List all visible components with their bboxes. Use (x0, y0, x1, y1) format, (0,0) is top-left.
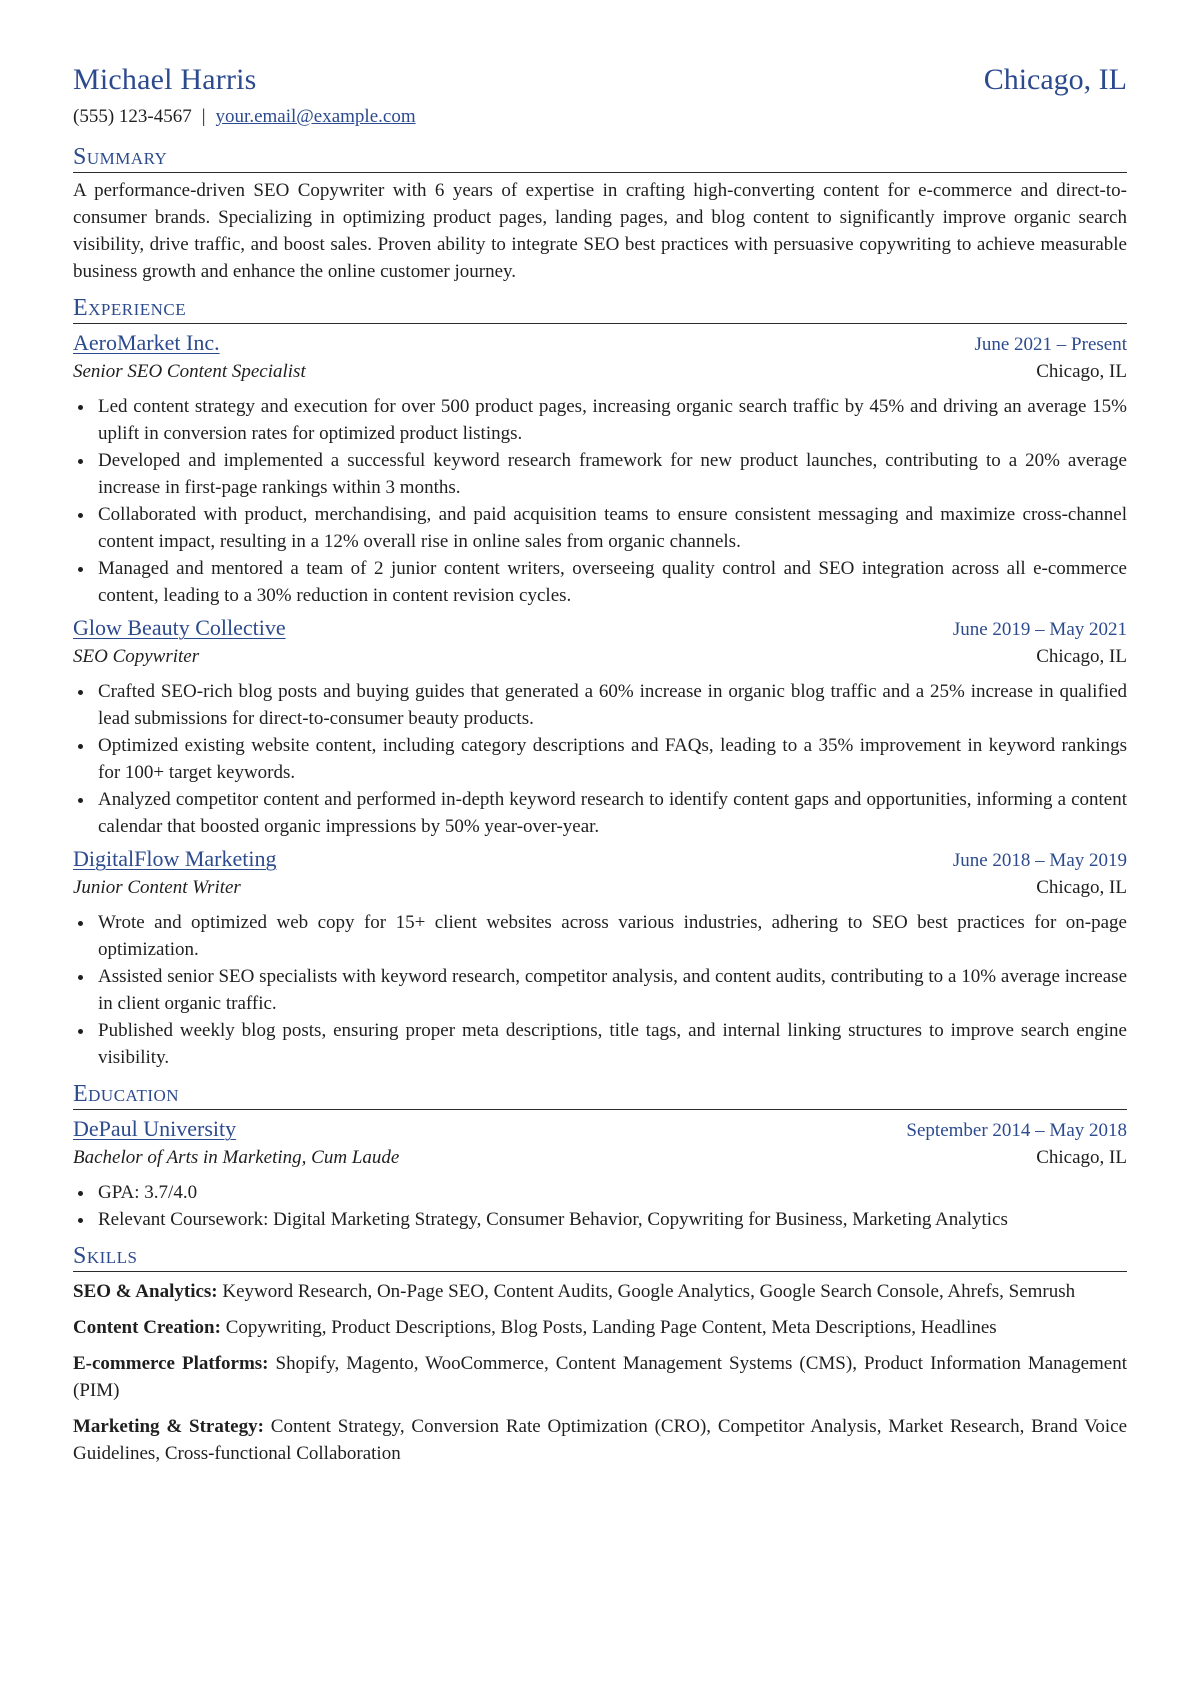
contact-separator: | (201, 106, 206, 127)
list-item: GPA: 3.7/4.0 (73, 1179, 1127, 1206)
skill-group (73, 1350, 1127, 1404)
resume-page (73, 60, 1127, 1467)
degree: Bachelor of Arts in Marketing, Cum Laude (73, 1147, 400, 1168)
job-location: Chicago, IL (1036, 361, 1127, 382)
summary-text: A performance-driven SEO Copywriter with 6 years of expertise in crafting high-converting content for e-commerce and direct-to-consumer brands. Specializing in optimizing product pages, landing pages, and blog content to significantly improve organic search visibility, drive traffic, and boost sales. Proven ability to integrate SEO best practices with persuasive copywriting to achieve measurable business growth and enhance the online customer journey. (73, 180, 1127, 282)
job-title: Junior Content Writer (73, 877, 241, 898)
job-location: Chicago, IL (1036, 877, 1127, 898)
experience-entry (73, 844, 1127, 1071)
skill-label: Marketing & Strategy: (73, 1416, 264, 1437)
bullet-list (73, 909, 1127, 1071)
company-link[interactable]: DigitalFlow Marketing (73, 846, 277, 871)
company-link[interactable]: Glow Beauty Collective (73, 615, 286, 640)
candidate-location: Chicago, IL (983, 63, 1127, 96)
candidate-name: Michael Harris (73, 63, 257, 96)
skills-heading: Skills (73, 1241, 1127, 1272)
employment-dates: June 2019 – May 2021 (952, 619, 1127, 640)
school-location: Chicago, IL (1036, 1147, 1127, 1168)
list-item: Published weekly blog posts, ensuring proper meta descriptions, title tags, and internal linking structures to improve search engine visibility. (73, 1017, 1127, 1071)
job-title: SEO Copywriter (73, 646, 200, 667)
list-item: Assisted senior SEO specialists with keyword research, competitor analysis, and content audits, contributing to a 10% average increase in client organic traffic. (73, 963, 1127, 1017)
skill-label: SEO & Analytics: (73, 1281, 218, 1302)
skill-group (73, 1278, 1127, 1305)
list-item: Crafted SEO-rich blog posts and buying guides that generated a 60% increase in organic blog traffic and a 25% increase in qualified lead submissions for direct-to-consumer beauty products. (73, 678, 1127, 732)
bullet-list (73, 1179, 1127, 1233)
skill-values: Keyword Research, On-Page SEO, Content Audits, Google Analytics, Google Search Console, Ahrefs, Semrush (222, 1281, 1076, 1302)
employment-dates: June 2021 – Present (974, 334, 1127, 355)
list-item: Led content strategy and execution for over 500 product pages, increasing organic search traffic by 45% and driving an average 15% uplift in conversion rates for optimized product listings. (73, 393, 1127, 447)
bullet-list (73, 393, 1127, 609)
list-item: Collaborated with product, merchandising, and paid acquisition teams to ensure consistent messaging and maximize cross-channel content impact, resulting in a 12% overall rise in online sales from organic channels. (73, 501, 1127, 555)
education-dates: September 2014 – May 2018 (906, 1120, 1127, 1141)
list-item: Optimized existing website content, including category descriptions and FAQs, leading to a 35% improvement in keyword rankings for 100+ target keywords. (73, 732, 1127, 786)
summary-heading: Summary (73, 142, 1127, 173)
list-item: Developed and implemented a successful keyword research framework for new product launches, contributing to a 20% average increase in first-page rankings within 3 months. (73, 447, 1127, 501)
job-title: Senior SEO Content Specialist (73, 361, 306, 382)
skill-label: Content Creation: (73, 1317, 221, 1338)
phone-number: (555) 123-4567 (73, 106, 192, 127)
school-link[interactable]: DePaul University (73, 1116, 237, 1141)
job-location: Chicago, IL (1036, 646, 1127, 667)
company-link[interactable]: AeroMarket Inc. (73, 330, 220, 355)
list-item: Relevant Coursework: Digital Marketing Strategy, Consumer Behavior, Copywriting for Business, Marketing Analytics (73, 1206, 1127, 1233)
employment-dates: June 2018 – May 2019 (952, 850, 1127, 871)
skill-values: Shopify, Magento, WooCommerce, Content Management Systems (CMS), Product Information Management (PIM) (73, 1353, 1128, 1401)
experience-entry (73, 328, 1127, 609)
list-item: Wrote and optimized web copy for 15+ client websites across various industries, adhering to SEO best practices for on-page optimization. (73, 909, 1127, 963)
resume-header (73, 60, 1127, 100)
list-item: Analyzed competitor content and performed in-depth keyword research to identify content gaps and opportunities, informing a content calendar that boosted organic impressions by 50% year-over-year. (73, 786, 1127, 840)
skill-values: Copywriting, Product Descriptions, Blog Posts, Landing Page Content, Meta Descriptions, Headlines (225, 1317, 997, 1338)
bullet-list (73, 678, 1127, 840)
skill-values: Content Strategy, Conversion Rate Optimization (CRO), Competitor Analysis, Market Research, Brand Voice Guidelines, Cross-functional Collaboration (73, 1416, 1128, 1464)
list-item: Managed and mentored a team of 2 junior content writers, overseeing quality control and SEO integration across all e-commerce content, leading to a 30% reduction in content revision cycles. (73, 555, 1127, 609)
skill-group (73, 1314, 1127, 1341)
email-link[interactable]: your.email@example.com (215, 106, 416, 127)
contact-line (73, 104, 1127, 130)
skill-label: E-commerce Platforms: (73, 1353, 269, 1374)
education-heading: Education (73, 1079, 1127, 1110)
experience-entry (73, 613, 1127, 840)
experience-heading: Experience (73, 293, 1127, 324)
skill-group (73, 1413, 1127, 1467)
education-entry (73, 1114, 1127, 1233)
